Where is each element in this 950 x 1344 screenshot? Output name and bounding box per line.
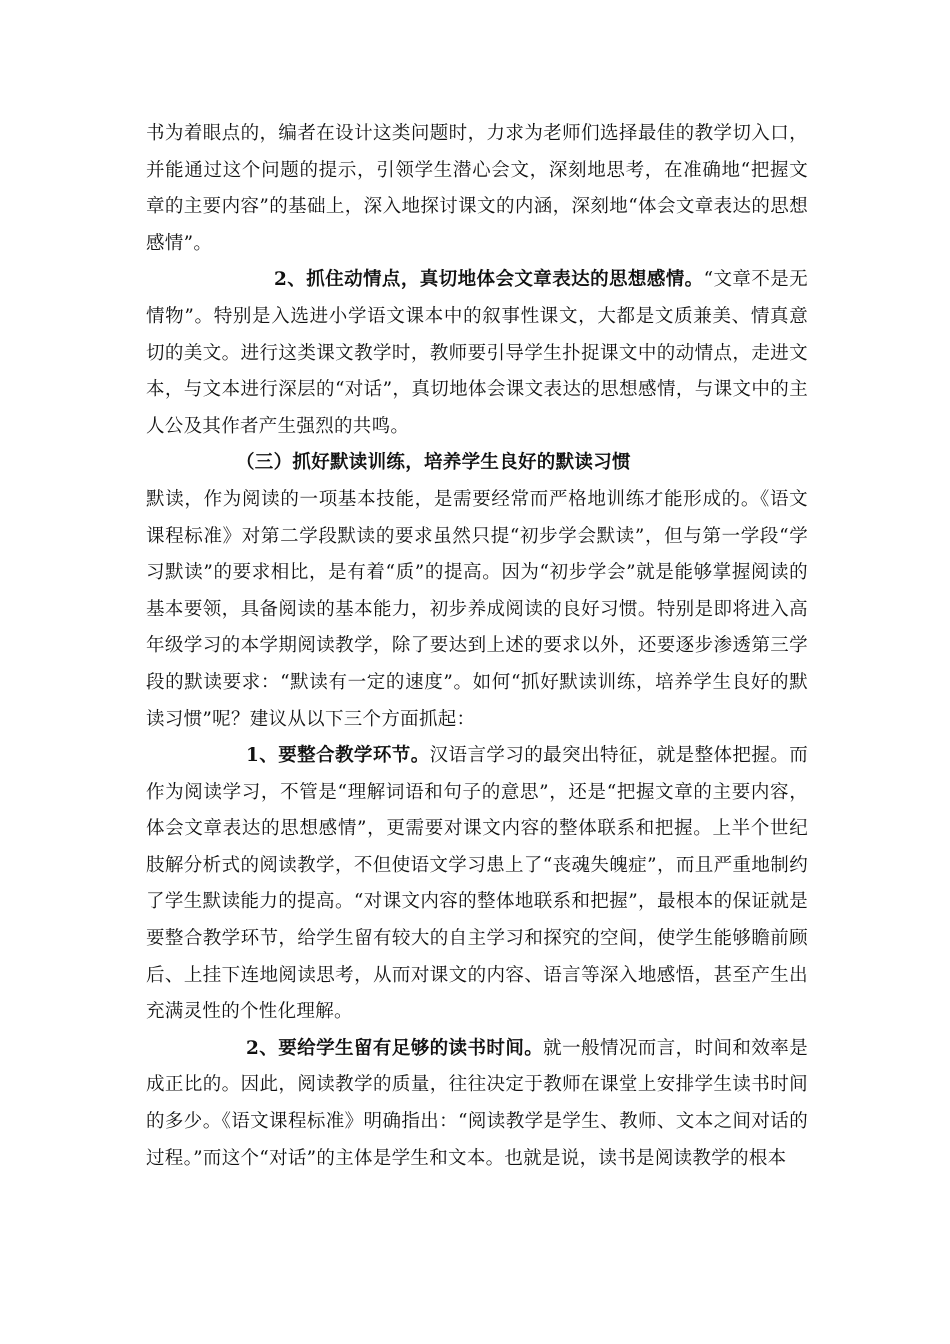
paragraph-silent-reading: 默读，作为阅读的一项基本技能，是需要经常而严格地训练才能形成的。《语文课程标准》对第二学段默读的要求虽然只提“初步学会默读”，但与第一学段“学习默读”的要求相比，是有着“质”的提高。因为“初步学会”就是能够掌握阅读的基本要领，具备阅读的基本能力，初步养成阅读的良好习惯。特别是即将进入高年级学习的本学期阅读教学，除了要达到上述的要求以外，还要逐步渗透第三学段的默读要求：“默读有一定的速度”。如何“抓好默读训练，培养学生良好的默读习惯”呢？建议从以下三个方面抓起： xyxy=(146,488,808,730)
paragraph-lead-reading-time: 2、要给学生留有足够的读书时间。 xyxy=(246,1037,544,1059)
paragraph-continuation: 书为着眼点的，编者在设计这类问题时，力求为老师们选择最佳的教学切入口，并能通过这个问题的提示，引领学生潜心会文，深刻地思考，在准确地“把握文章的主要内容”的基础上，深入地探讨课文的内涵，深刻地“体会文章表达的思想感情”。 xyxy=(146,123,808,254)
paragraph-body-integrate-steps: 汉语言学习的最突出特征，就是整体把握。而作为阅读学习，不管是“理解词语和句子的意思”，还是“把握文章的主要内容，体会文章表达的思想感情”，更需要对课文内容的整体联系和把握。上半个世纪肢解分析式的阅读教学，不但使语文学习患上了“丧魂失魄症”，而且严重地制约了学生默读能力的提高。“对课文内容的整体地联系和把握”，最根本的保证就是要整合教学环节，给学生留有较大的自主学习和探究的空间，使学生能够瞻前顾后、上挂下连地阅读思考，从而对课文的内容、语言等深入地感悟，甚至产生出充满灵性的个性化理解。 xyxy=(146,745,808,1023)
paragraph-body-emotion-point: “文章不是无情物”。特别是入选进小学语文课本中的叙事性课文，大都是文质兼美、情真意切的美文。进行这类课文教学时，教师要引导学生扑捉课文中的动情点，走进文本，与文本进行深层的“对话”，真切地体会课文表达的思想感情，与课文中的主人公及其作者产生强烈的共鸣。 xyxy=(146,269,808,437)
paragraph-lead-emotion-point: 2、抓住动情点，真切地体会文章表达的思想感情。 xyxy=(274,269,704,291)
paragraph-reading-time xyxy=(146,1031,808,1177)
paragraph-lead-integrate-steps: 1、要整合教学环节。 xyxy=(246,745,430,767)
section-heading: （三）抓好默读训练，培养学生良好的默读习惯 xyxy=(236,452,631,474)
paragraph-body-reading-time: 就一般情况而言，时间和效率是成正比的。因此，阅读教学的质量，往往决定于教师在课堂上安排学生读书时间的多少。《语文课程标准》明确指出：“阅读教学是学生、教师、文本之间对话的过程。”而这个“对话”的主体是学生和文本。也就是说，读书是阅读教学的根本 xyxy=(146,1037,808,1169)
paragraph-emotion-point xyxy=(146,262,808,445)
document-body xyxy=(146,116,808,1177)
paragraph-integrate-steps xyxy=(146,738,808,1031)
